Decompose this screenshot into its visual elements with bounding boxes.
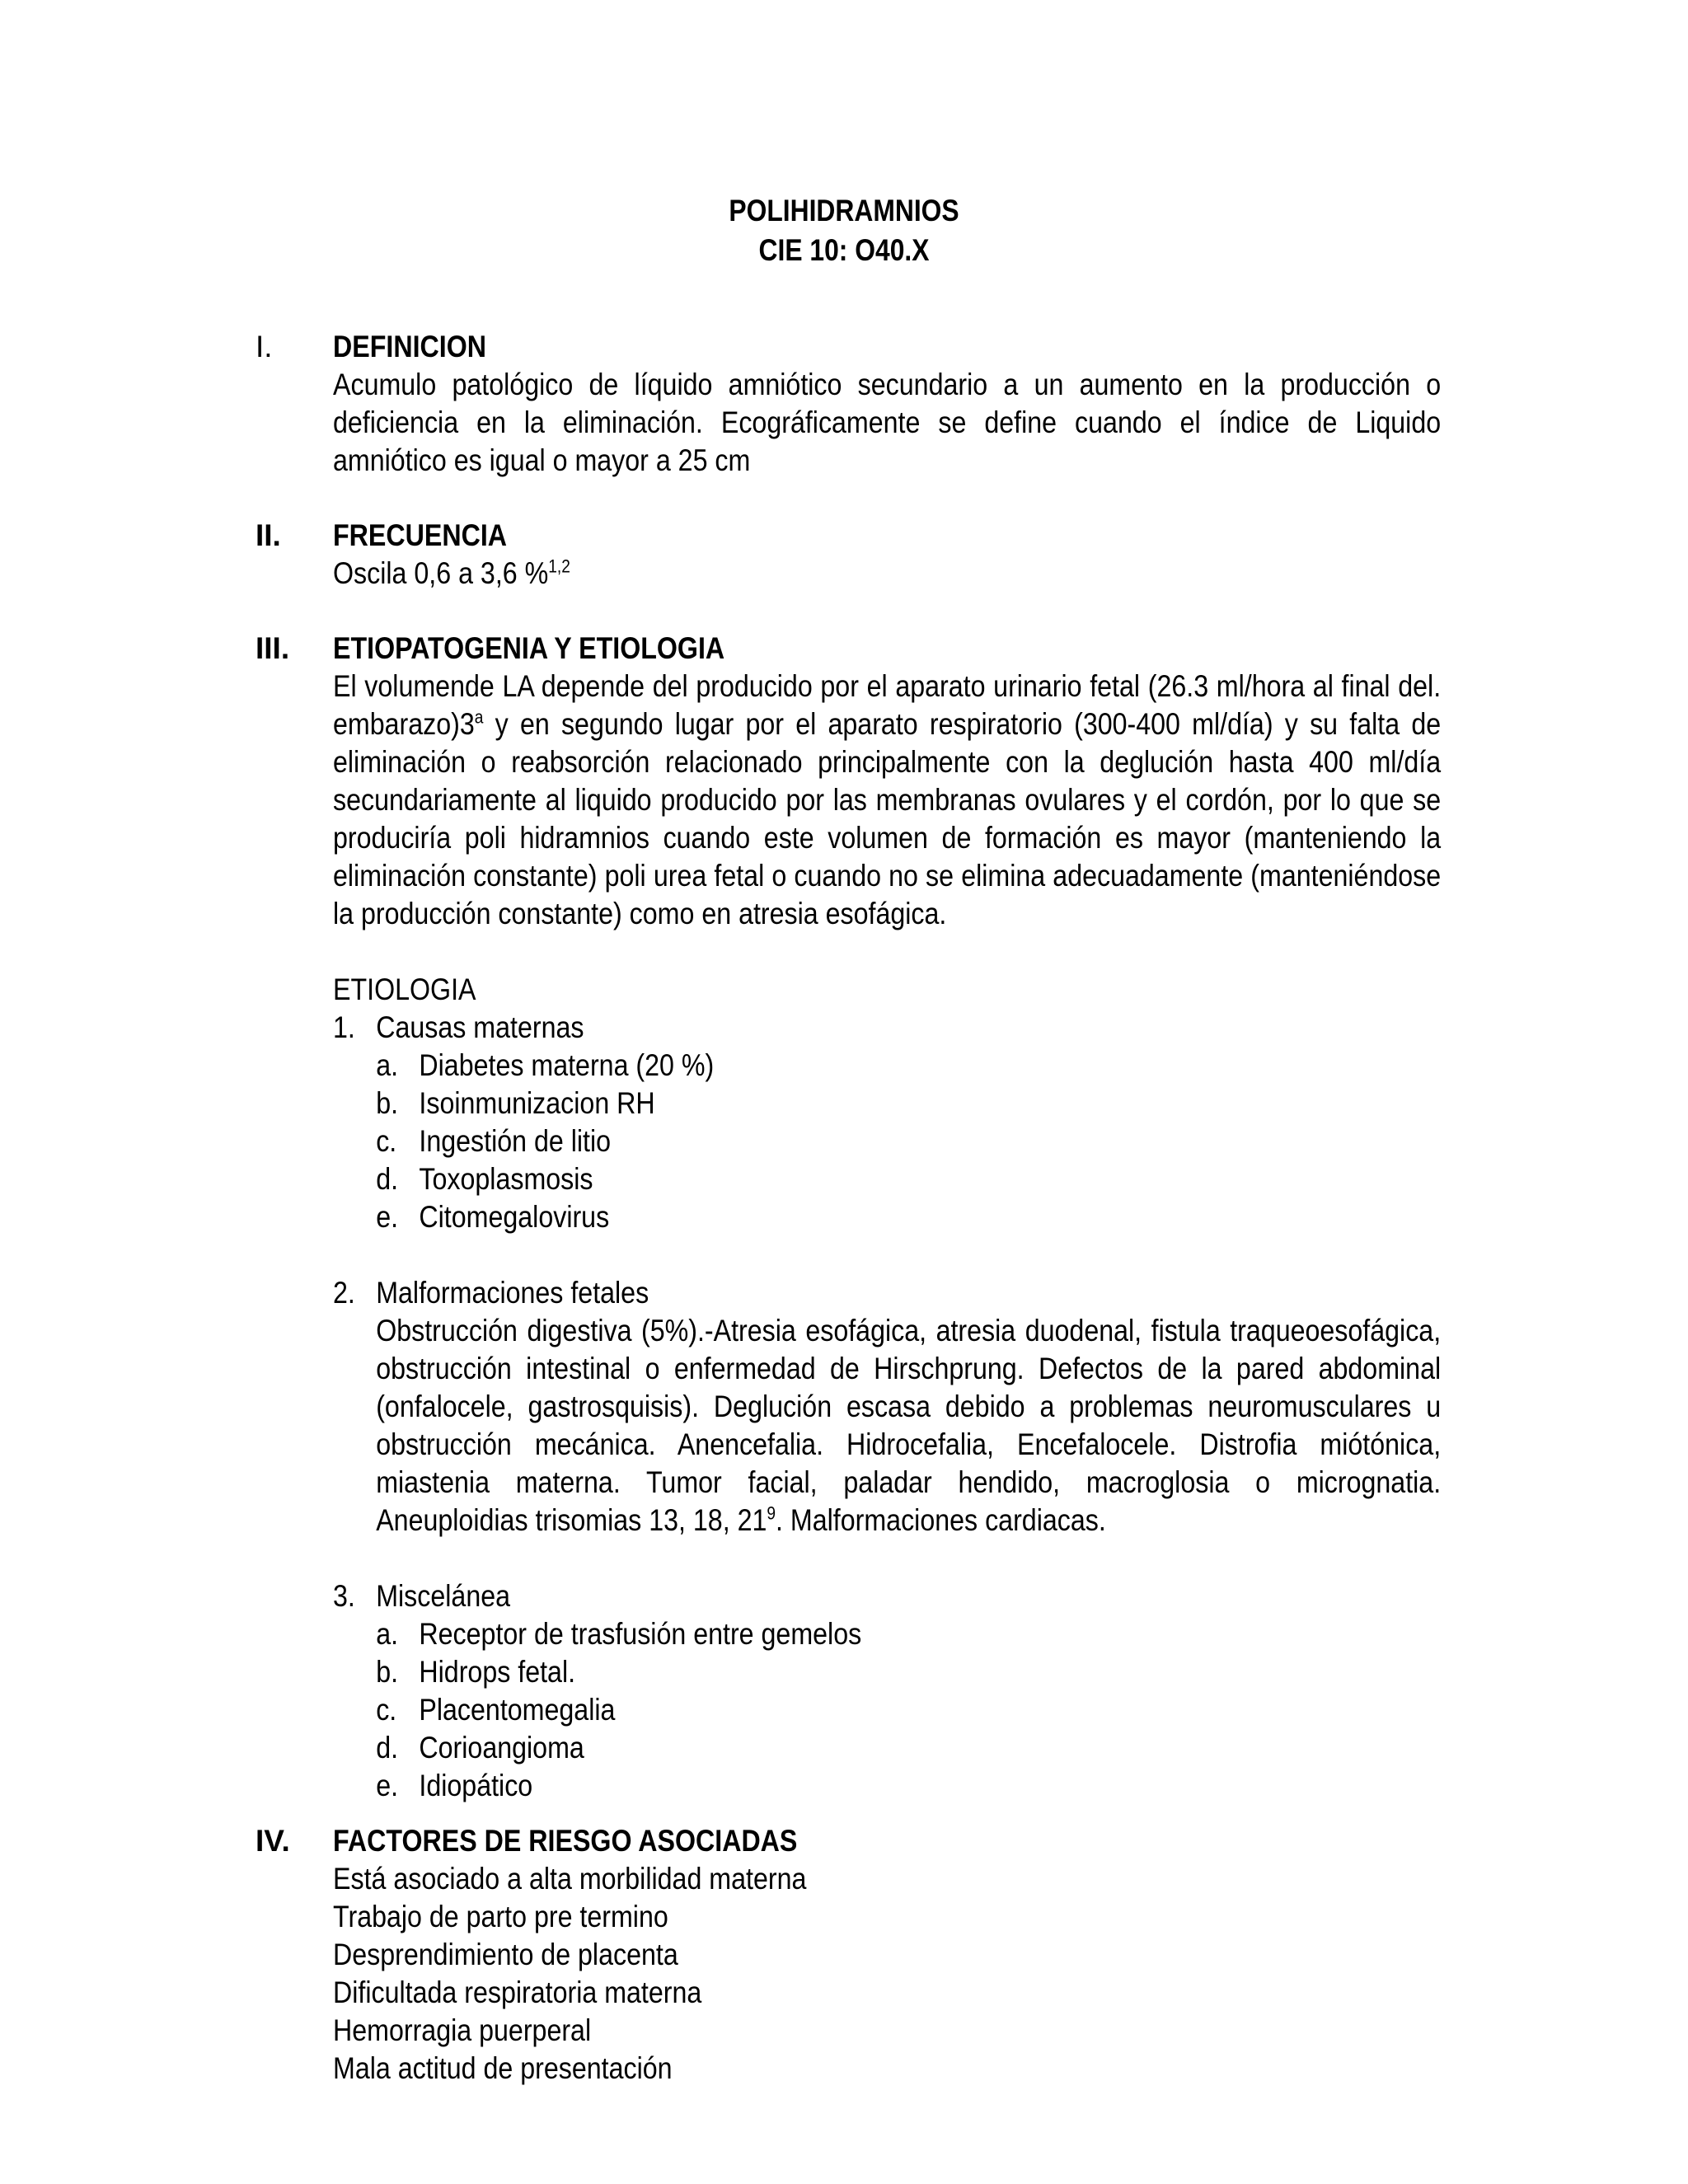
- section-frecuencia: [256, 517, 1442, 593]
- list-item: [333, 1160, 1441, 1198]
- section-heading: FACTORES DE RIESGO ASOCIADAS: [333, 1824, 798, 1858]
- section-number: I.: [256, 330, 273, 363]
- list-number: 2.: [333, 1276, 355, 1310]
- etiopatogenia-text-b: y en segundo lugar por el aparato respiratorio (300-400 ml/día) y su falta de eliminación o reabsorción relacionado principalmente con la deglución hasta 400 ml/día secundariamente al liquido producido por las membranas ovulares y el cordón, por lo que se produciría poli hidramnios cuando este volumen de formación es mayor (manteniendo la eliminación constante) poli urea fetal o cuando no se elimina adecuadamente (manteniéndose la producción constante) como en atresia esofágica.: [333, 707, 1442, 930]
- list-item: [333, 1198, 1441, 1236]
- cause-item: [333, 1274, 1441, 1312]
- list-text: Idiopático: [419, 1769, 533, 1802]
- list-text: Corioangioma: [419, 1731, 584, 1765]
- etiopatogenia-text-a: El volumende LA depende del producido por el aparato urinario fetal (26.3 ml/hora al final del. embarazo)3: [333, 669, 1442, 741]
- list-marker: b.: [376, 1655, 399, 1689]
- section-heading: FRECUENCIA: [333, 518, 508, 552]
- reference-superscript: 1,2: [548, 555, 570, 577]
- list-item: [333, 1767, 1441, 1805]
- list-number: 3.: [333, 1579, 355, 1613]
- risk-line: Está asociado a alta morbilidad materna: [333, 1862, 807, 1896]
- reference-superscript: 9: [767, 1502, 776, 1524]
- list-marker: c.: [376, 1124, 397, 1158]
- section-paragraph: [333, 555, 1441, 593]
- cause-item: [333, 1009, 1441, 1047]
- list-item: [333, 1653, 1441, 1691]
- list-text: Isoinmunizacion RH: [419, 1086, 655, 1120]
- risk-line: Dificultada respiratoria materna: [333, 1975, 702, 2009]
- section-heading: DEFINICION: [333, 330, 486, 363]
- malformaciones-paragraph: [333, 1312, 1441, 1540]
- section-factores-riesgo: [256, 1822, 1442, 2088]
- list-text: Citomegalovirus: [419, 1200, 610, 1234]
- list-marker: b.: [376, 1086, 399, 1120]
- list-item: [333, 1085, 1441, 1122]
- list-marker: c.: [376, 1693, 397, 1727]
- section-paragraph: Acumulo patológico de líquido amniótico secundario a un aumento en la producción o deficiencia en la eliminación. Ecográficamente se define cuando el índice de Liquido amniótico es igual o mayor a 25 cm: [333, 368, 1442, 477]
- risk-line: Trabajo de parto pre termino: [333, 1900, 668, 1933]
- risk-line: Desprendimiento de placenta: [333, 1938, 678, 1971]
- section-definicion: [256, 328, 1442, 480]
- section-paragraph: [333, 668, 1441, 933]
- document-title-block: [118, 191, 1569, 270]
- cause-label: Miscelánea: [376, 1579, 511, 1613]
- list-item: [333, 1047, 1441, 1085]
- list-marker: a.: [376, 1617, 399, 1651]
- cause-item: [333, 1577, 1441, 1615]
- list-item: [333, 1729, 1441, 1767]
- list-marker: e.: [376, 1769, 399, 1802]
- etiologia-label: ETIOLOGIA: [333, 972, 476, 1006]
- section-number: II.: [256, 518, 281, 552]
- malformaciones-text-b: . Malformaciones cardiacas.: [776, 1503, 1106, 1537]
- list-text: Ingestión de litio: [419, 1124, 612, 1158]
- list-text: Receptor de trasfusión entre gemelos: [419, 1617, 862, 1651]
- list-number: 1.: [333, 1010, 355, 1044]
- section-etiopatogenia: [256, 630, 1442, 1805]
- list-item: [333, 1122, 1441, 1160]
- list-text: Diabetes materna (20 %): [419, 1048, 715, 1082]
- document-code: CIE 10: O40.X: [758, 233, 930, 267]
- cause-label: Malformaciones fetales: [376, 1276, 649, 1310]
- reference-superscript: a: [474, 706, 484, 728]
- list-text: Hidrops fetal.: [419, 1655, 576, 1689]
- risk-line: Mala actitud de presentación: [333, 2051, 673, 2085]
- list-item: [333, 1615, 1441, 1653]
- list-item: [333, 1691, 1441, 1729]
- list-text: Placentomegalia: [419, 1693, 616, 1727]
- document-title: POLIHIDRAMNIOS: [729, 194, 959, 227]
- list-marker: d.: [376, 1731, 399, 1765]
- list-marker: a.: [376, 1048, 399, 1082]
- list-marker: d.: [376, 1162, 399, 1196]
- risk-line: Hemorragia puerperal: [333, 2013, 592, 2047]
- list-text: Toxoplasmosis: [419, 1162, 593, 1196]
- section-heading: ETIOPATOGENIA Y ETIOLOGIA: [333, 631, 725, 665]
- section-number: III.: [256, 631, 290, 665]
- frecuencia-text: Oscila 0,6 a 3,6 %: [333, 556, 549, 590]
- list-marker: e.: [376, 1200, 399, 1234]
- cause-label: Causas maternas: [376, 1010, 584, 1044]
- section-number: IV.: [256, 1824, 290, 1858]
- malformaciones-text-a: Obstrucción digestiva (5%).-Atresia esofágica, atresia duodenal, fistula traqueoesofágica, obstrucción intestinal o enfermedad de Hirschprung. Defectos de la pared abdominal (onfalocele, gastrosquisis). Deglución escasa debido a problemas neuromusculares u obstrucción mecánica. Anencefalia. Hidrocefalia, Encefalocele. Distrofia miótónica, miastenia materna. Tumor facial, paladar hendido, macroglosia o micrognatia. Aneuploidias trisomias 13, 18, 21: [376, 1314, 1442, 1537]
